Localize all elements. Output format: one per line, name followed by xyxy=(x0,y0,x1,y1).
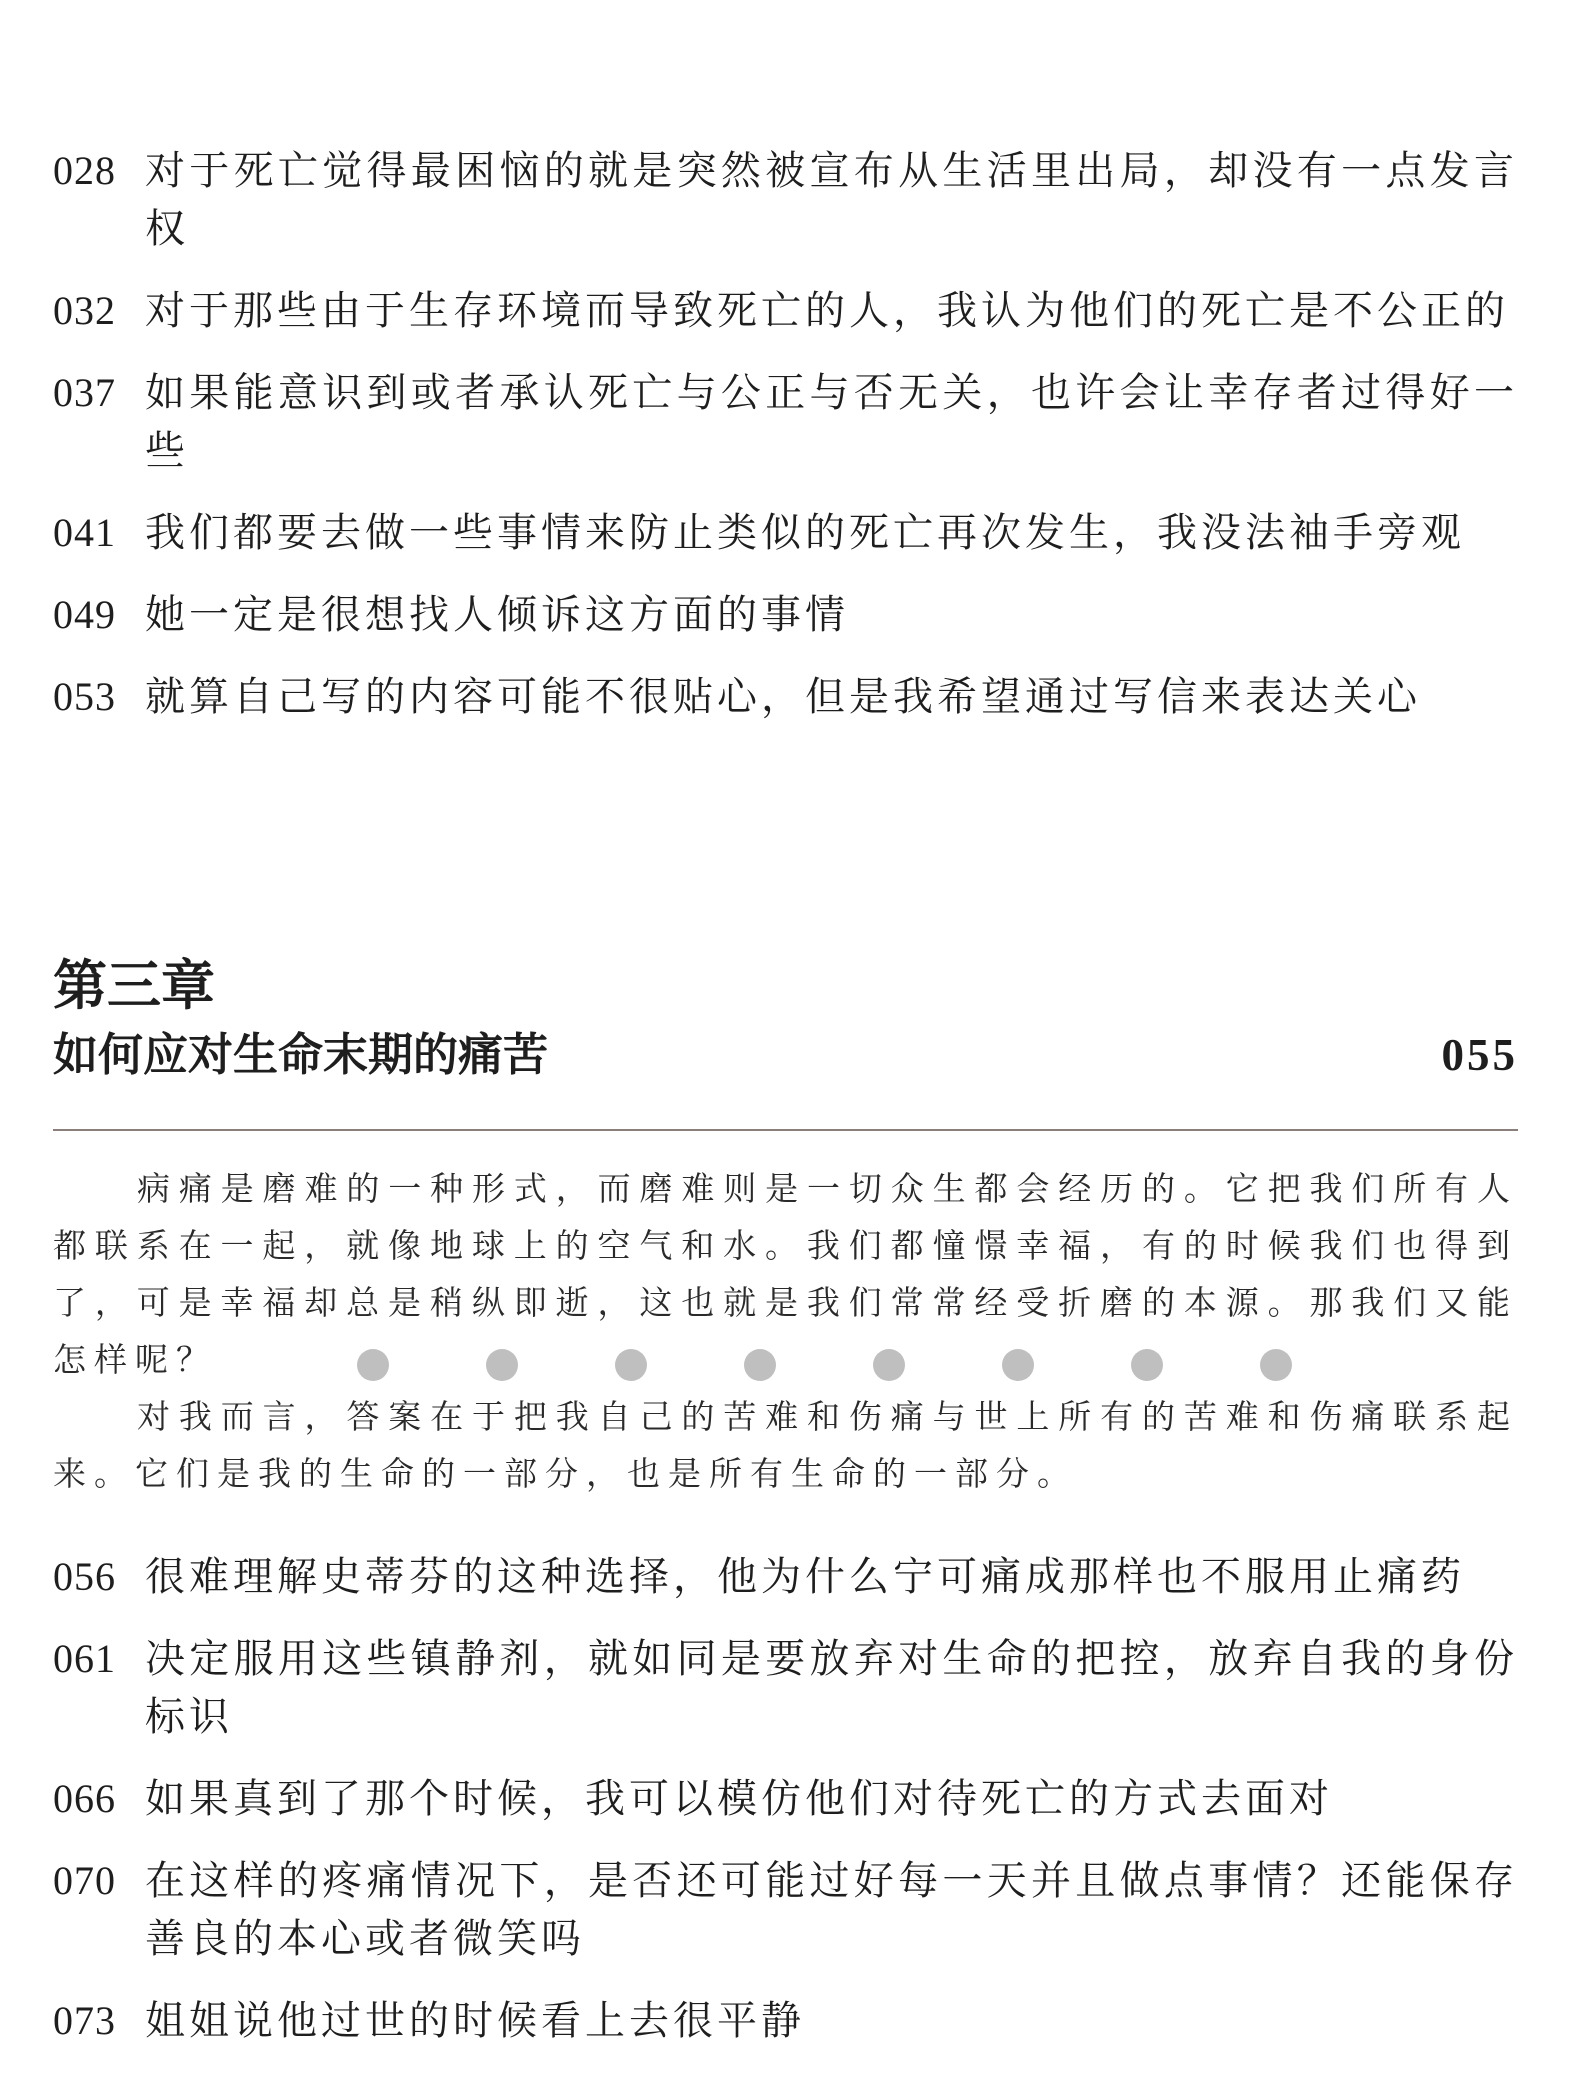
toc-list-previous-chapter xyxy=(53,142,1518,750)
toc-entry[interactable] xyxy=(53,586,1518,644)
carousel-dot[interactable] xyxy=(486,1349,518,1381)
toc-entry[interactable] xyxy=(53,282,1518,340)
carousel-dot[interactable] xyxy=(1002,1349,1034,1381)
carousel-dot[interactable] xyxy=(873,1349,905,1381)
chapter-title: 如何应对生命末期的痛苦 xyxy=(53,1028,549,1081)
toc-entry[interactable] xyxy=(53,364,1518,480)
carousel-dot[interactable] xyxy=(744,1349,776,1381)
toc-entry-text: 很难理解史蒂芬的这种选择，他为什么宁可痛成那样也不服用止痛药 xyxy=(145,1554,1465,1600)
toc-entry-text: 决定服用这些镇静剂，就如同是要放弃对生命的把控，放弃自我的身份标识 xyxy=(145,1636,1518,1740)
toc-list-chapter-three xyxy=(53,1548,1518,2074)
toc-page-number: 049 xyxy=(53,592,116,637)
toc-page-number: 041 xyxy=(53,510,116,555)
book-page xyxy=(53,0,1518,2044)
toc-page-number: 053 xyxy=(53,674,116,719)
toc-page-number: 066 xyxy=(53,1776,116,1821)
toc-entry[interactable] xyxy=(53,1548,1518,1606)
chapter-title-row[interactable] xyxy=(53,1022,1518,1088)
toc-page-number: 070 xyxy=(53,1858,116,1903)
toc-entry-text: 我们都要去做一些事情来防止类似的死亡再次发生，我没法袖手旁观 xyxy=(145,510,1465,556)
toc-entry-text: 对于那些由于生存环境而导致死亡的人，我认为他们的死亡是不公正的 xyxy=(145,288,1509,334)
intro-paragraph: 病痛是磨难的一种形式，而磨难则是一切众生都会经历的。它把我们所有人都联系在一起，就像地球上的空气和水。我们都憧憬幸福，有的时候我们也得到了，可是幸福却总是稍纵即逝，这也就是我们常常经受折磨的本源。那我们又能怎样呢？ xyxy=(53,1169,1518,1379)
chapter-number: 第三章 xyxy=(53,953,215,1017)
carousel-dot[interactable] xyxy=(357,1349,389,1381)
toc-entry-text: 对于死亡觉得最困恼的就是突然被宣布从生活里出局，却没有一点发言权 xyxy=(145,148,1518,252)
toc-entry[interactable] xyxy=(53,1630,1518,1746)
toc-page-number: 056 xyxy=(53,1554,116,1599)
toc-page-number: 061 xyxy=(53,1636,116,1681)
toc-page-number: 073 xyxy=(53,1998,116,2043)
toc-entry[interactable] xyxy=(53,1852,1518,1968)
carousel-dot[interactable] xyxy=(1131,1349,1163,1381)
chapter-intro xyxy=(53,1160,1518,1502)
toc-page-number: 032 xyxy=(53,288,116,333)
intro-paragraph: 对我而言，答案在于把我自己的苦难和伤痛与世上所有的苦难和伤痛联系起来。它们是我的生命的一部分，也是所有生命的一部分。 xyxy=(53,1397,1518,1493)
carousel-dots xyxy=(357,1349,1357,1383)
toc-entry-text: 在这样的疼痛情况下，是否还可能过好每一天并且做点事情？还能保存善良的本心或者微笑吗 xyxy=(145,1858,1518,1962)
toc-entry[interactable] xyxy=(53,668,1518,726)
toc-entry-text: 她一定是很想找人倾诉这方面的事情 xyxy=(145,592,849,638)
toc-page-number: 037 xyxy=(53,370,116,415)
toc-entry[interactable] xyxy=(53,504,1518,562)
toc-entry-text: 姐姐说他过世的时候看上去很平静 xyxy=(145,1998,805,2044)
toc-entry[interactable] xyxy=(53,142,1518,258)
carousel-dot[interactable] xyxy=(1260,1349,1292,1381)
toc-page-number: 028 xyxy=(53,148,116,193)
chapter-page-number: 055 xyxy=(1441,1030,1518,1080)
toc-entry-text: 如果能意识到或者承认死亡与公正与否无关，也许会让幸存者过得好一些 xyxy=(145,370,1518,474)
toc-entry[interactable] xyxy=(53,1992,1518,2050)
chapter-heading xyxy=(53,948,1518,1088)
toc-entry[interactable] xyxy=(53,1770,1518,1828)
carousel-dot[interactable] xyxy=(615,1349,647,1381)
chapter-divider xyxy=(53,1129,1518,1131)
toc-entry-text: 如果真到了那个时候，我可以模仿他们对待死亡的方式去面对 xyxy=(145,1776,1333,1822)
toc-entry-text: 就算自己写的内容可能不很贴心，但是我希望通过写信来表达关心 xyxy=(145,674,1421,720)
